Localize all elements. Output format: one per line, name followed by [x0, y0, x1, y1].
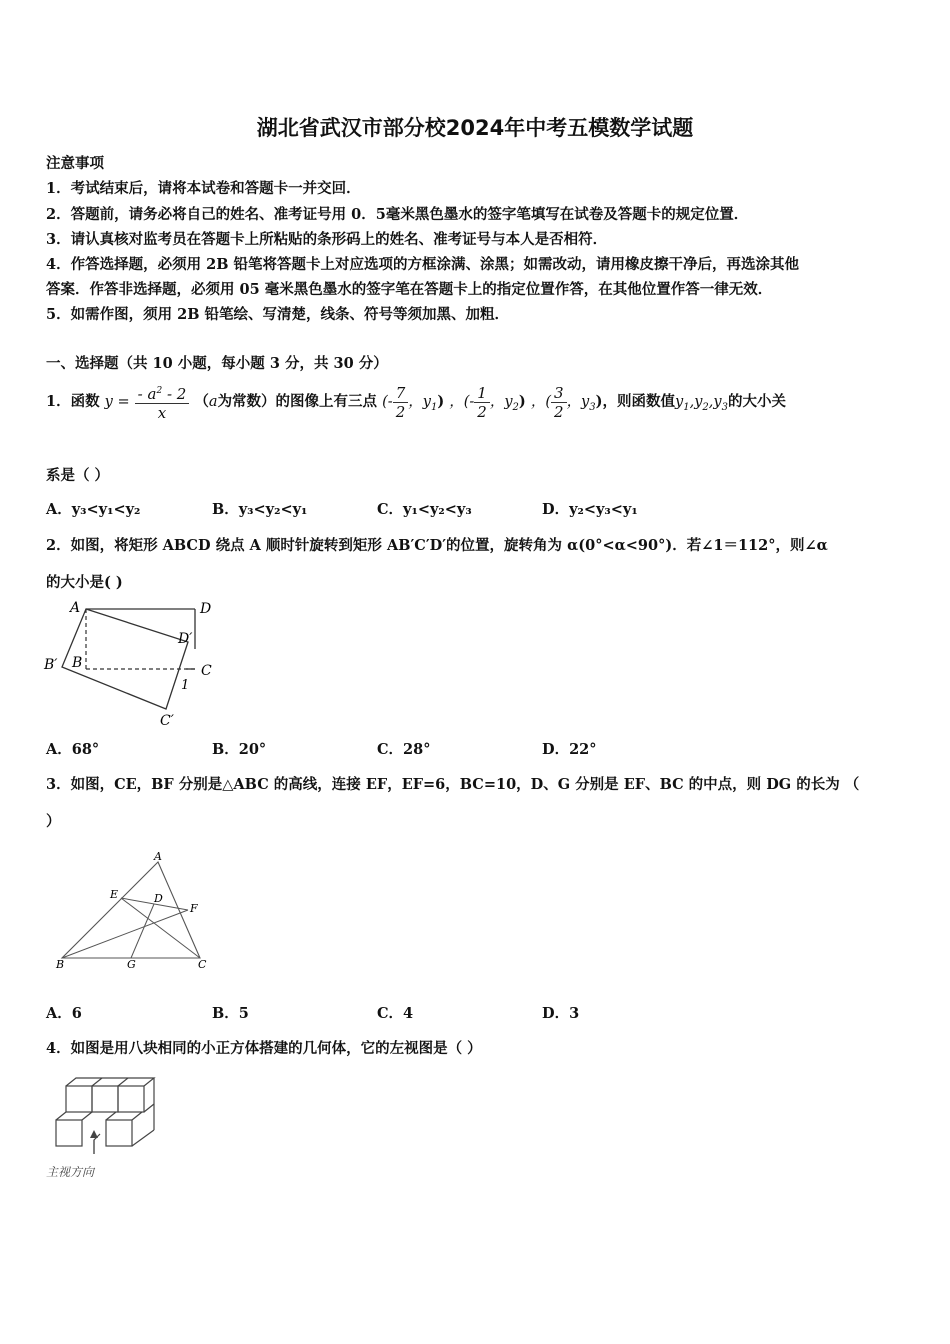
label-A: A: [154, 850, 162, 863]
q2-line2: 的大小是( ): [46, 574, 123, 591]
q3-option-a[interactable]: A．6: [46, 1005, 82, 1022]
q2-option-b[interactable]: B．20°: [212, 741, 267, 758]
section-heading: 一、选择题（共 10 小题，每小题 3 分，共 30 分）: [46, 355, 388, 372]
question-3: 3．如图，CE，BF 分别是△ABC 的高线，连接 EF，EF=6，BC=10，D、G 分别是 EF、BC 的中点，则 DG 的长为 （: [46, 776, 860, 793]
q1-prefix: 1．函数: [46, 393, 100, 410]
q1-function-fraction: $\frac{- a^2 - 2}{x}$: [135, 382, 190, 422]
label-D: D: [200, 601, 212, 617]
notice-item: 3．请认真核对监考员在答题卡上所粘贴的条形码上的姓名、准考证号与本人是否相符．: [46, 231, 608, 248]
q1-point1-fraction: $\frac{7}{2}$: [393, 384, 409, 421]
q1-option-c[interactable]: C．y₁<y₂<y₃: [377, 501, 472, 518]
q1-y-eq: y =: [104, 394, 130, 410]
q4-cube-figure: [44, 1072, 174, 1187]
q1-point2-fraction: $\frac{1}{2}$: [474, 384, 490, 421]
notice-item: 2．答题前，请务必将自己的姓名、准考证号用 0．5毫米黑色墨水的签字笔填写在试卷及答题卡的规定位置．: [46, 206, 749, 223]
q1-mid-text: 为常数）的图像上有三点: [217, 393, 378, 410]
q2-option-d[interactable]: D．22°: [542, 741, 597, 758]
label-G: G: [127, 958, 136, 971]
question-4: 4．如图是用八块相同的小正方体搭建的几何体，它的左视图是（ ）: [46, 1040, 482, 1057]
q3-option-c[interactable]: C．4: [377, 1005, 414, 1022]
q2-option-a[interactable]: A．68°: [46, 741, 100, 758]
question-1: 1．函数 y = $\frac{- a^2 - 2}{x}$ （a为常数）的图像上有三点 (- $\frac{7}{2}$ ，$y_1$) ，(- $\frac{1}{2}$ ，$y_2$) ，( $\frac{3}{2}$ ，$y_3$)，则函数值$y_1,y_2,y_3$的大小关: [46, 383, 786, 422]
notice-item: 4．作答选择题，必须用 2B 铅笔将答题卡上对应选项的方框涂满、涂黑；如需改动，请用橡皮擦干净后，再选涂其他: [46, 256, 800, 273]
q3-option-b[interactable]: B．5: [212, 1005, 249, 1022]
label-A: A: [70, 600, 81, 616]
label-D: D: [154, 892, 163, 905]
label-E: E: [110, 888, 119, 901]
label-D-prime: D′: [178, 631, 193, 647]
notice-item: 1．考试结束后，请将本试卷和答题卡一并交回．: [46, 180, 361, 197]
notice-item: 5．如需作图，须用 2B 铅笔绘、写清楚，线条、符号等须加黑、加粗．: [46, 306, 510, 323]
question-2: 2．如图，将矩形 ABCD 绕点 A 顺时针旋转到矩形 AB′C′D′的位置，旋转角为 α(0°<α<90°)．若∠1＝112°，则∠α: [46, 537, 828, 554]
page-title: 湖北省武汉市部分校2024年中考五模数学试题: [256, 116, 694, 140]
q4-caption: 主视方向: [46, 1165, 95, 1179]
q1-option-d[interactable]: D．y₂<y₃<y₁: [542, 501, 638, 518]
label-B: B: [72, 655, 83, 671]
q1-option-b[interactable]: B．y₃<y₂<y₁: [212, 501, 308, 518]
label-B-prime: B′: [44, 657, 58, 673]
notice-item: 答案．作答非选择题，必须用 05 毫米黑色墨水的签字笔在答题卡上的指定位置作答，在其他位置作答一律无效．: [46, 281, 773, 298]
q2-option-c[interactable]: C．28°: [377, 741, 431, 758]
q3-option-d[interactable]: D．3: [542, 1005, 580, 1022]
label-C: C: [198, 958, 207, 971]
label-C: C: [201, 663, 212, 679]
q1-point3-fraction: $\frac{3}{2}$: [551, 384, 567, 421]
q3-triangle-figure: [50, 850, 220, 975]
label-F: F: [190, 902, 198, 915]
label-angle-1: 1: [181, 678, 190, 693]
label-B: B: [56, 958, 65, 971]
label-C-prime: C′: [160, 713, 174, 729]
q2-rectangle-figure: [40, 597, 230, 732]
q1-line2: 系是（ ）: [46, 467, 110, 484]
arrow-icon: [90, 1130, 98, 1138]
q1-option-a[interactable]: A．y₃<y₁<y₂: [46, 501, 141, 518]
notice-heading: 注意事项: [46, 155, 104, 172]
q3-line2: ）: [46, 813, 61, 830]
